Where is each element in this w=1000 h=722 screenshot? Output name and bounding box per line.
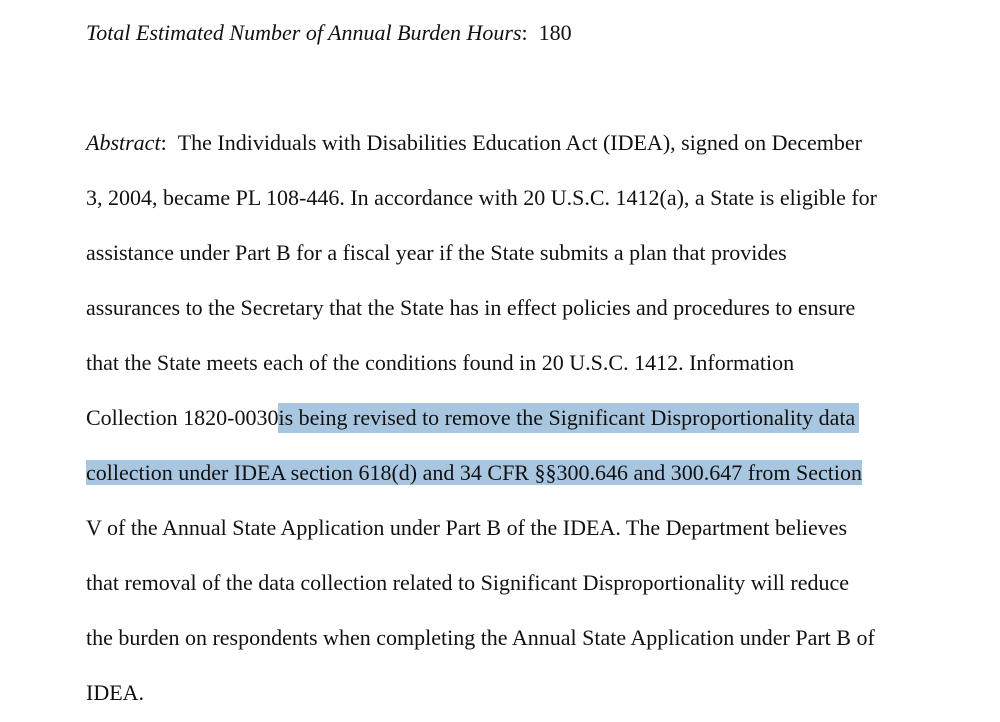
selected-text-highlight-1[interactable]: is being revised to remove the Significant Disproportionality data — [278, 403, 859, 433]
abstract-text-5: that the State meets each of the conditions found in 20 U.S.C. 1412. Information — [86, 350, 795, 375]
burden-hours-value: 180 — [538, 20, 572, 45]
abstract-text-3: assistance under Part B for a fiscal year if the State submits a plan that provides — [86, 240, 787, 265]
abstract-text-10: the burden on respondents when completing the Annual State Application under Part B of — [86, 625, 875, 650]
abstract-text-6-plain: Collection 1820-0030 — [86, 405, 279, 430]
abstract-line-5 — [86, 348, 794, 378]
abstract-text-8: V of the Annual State Application under Part B of the IDEA. The Department believes — [86, 515, 848, 540]
abstract-line-8 — [86, 513, 847, 543]
abstract-line-3 — [86, 238, 787, 268]
abstract-text-4: assurances to the Secretary that the State has in effect policies and procedures to ensure — [86, 295, 856, 320]
abstract-line-6 — [86, 403, 859, 433]
abstract-line-11 — [86, 678, 144, 708]
burden-hours-line — [86, 18, 572, 48]
abstract-line-10 — [86, 623, 875, 653]
burden-hours-separator: : — [521, 20, 528, 45]
abstract-text-1: The Individuals with Disabilities Education Act (IDEA), signed on December — [177, 130, 862, 155]
abstract-line-4 — [86, 293, 855, 323]
abstract-text-2: 3, 2004, became PL 108-446. In accordance with 20 U.S.C. 1412(a), a State is eligible for — [86, 185, 877, 210]
burden-hours-label: Total Estimated Number of Annual Burden Hours — [86, 20, 522, 45]
abstract-label: Abstract — [86, 130, 161, 155]
abstract-line-9 — [86, 568, 849, 598]
abstract-line-1 — [86, 128, 862, 158]
abstract-separator: : — [160, 130, 167, 155]
abstract-text-9: that removal of the data collection related to Significant Disproportionality will reduce — [86, 570, 850, 595]
selected-text-highlight-2[interactable]: collection under IDEA section 618(d) and 34 CFR §§300.646 and 300.647 from Section — [86, 460, 862, 485]
abstract-line-7 — [86, 458, 862, 488]
abstract-text-11: IDEA. — [86, 680, 145, 705]
abstract-line-2 — [86, 183, 877, 213]
